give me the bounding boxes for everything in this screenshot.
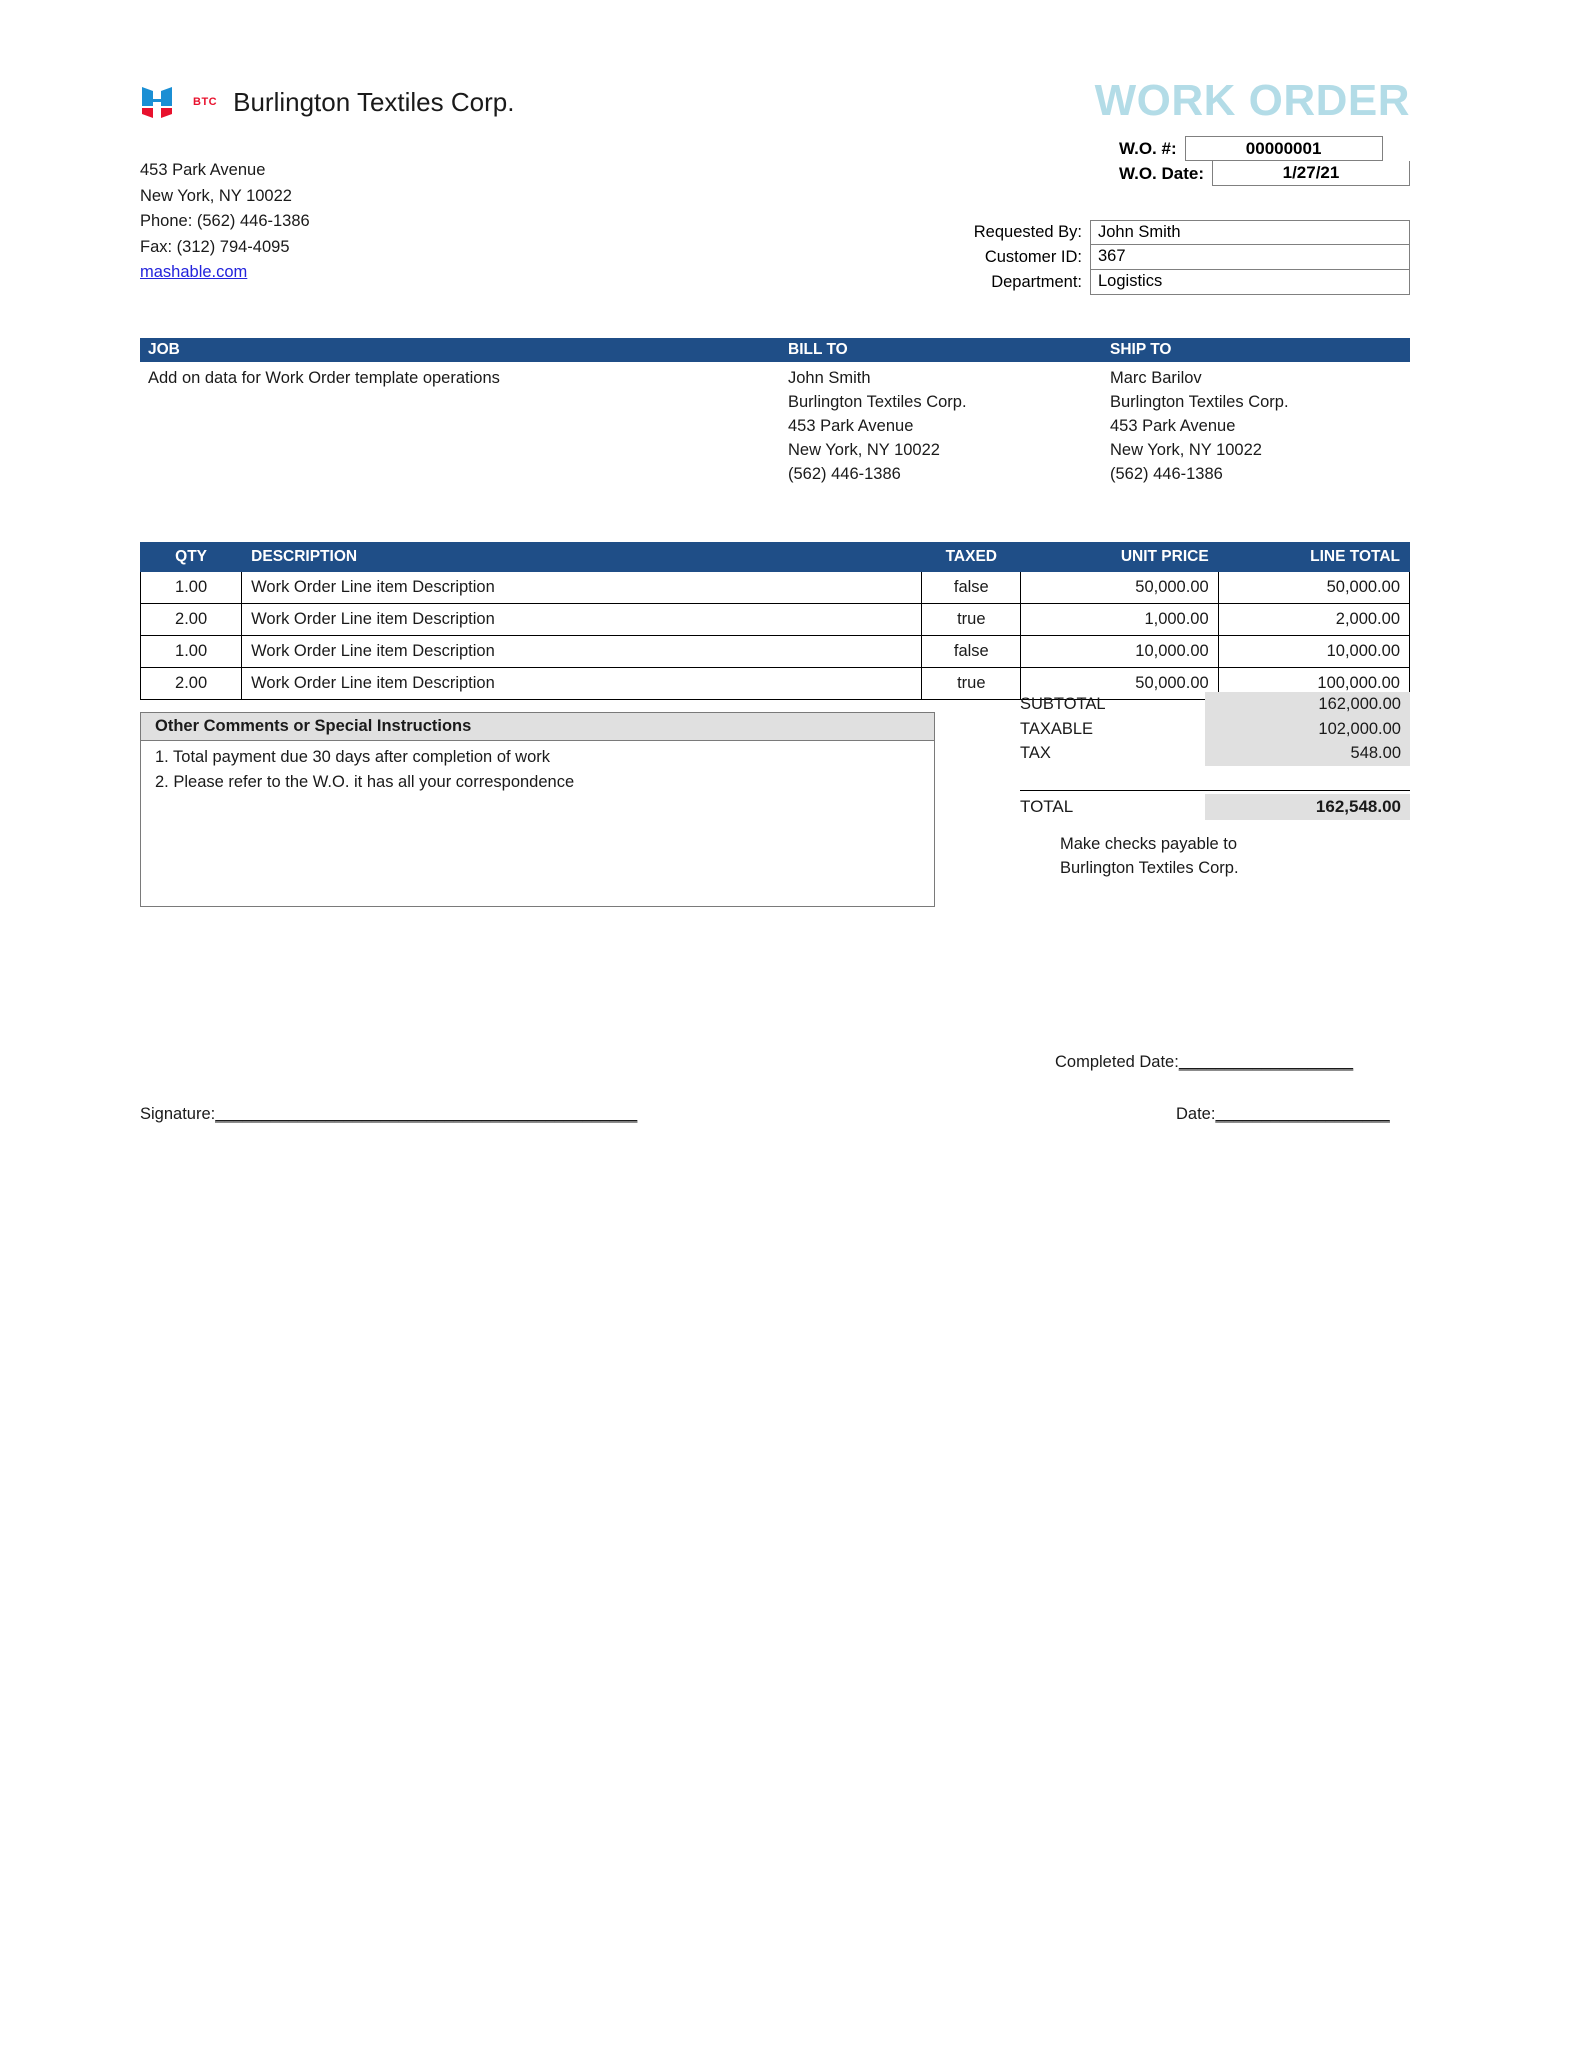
ship-to-column-header: SHIP TO <box>1110 341 1172 358</box>
comments-title: Other Comments or Special Instructions <box>141 713 934 741</box>
cell-line-total: 50,000.00 <box>1218 572 1409 604</box>
department-row <box>922 270 1410 295</box>
table-row <box>141 604 1410 636</box>
customer-id-label: Customer ID: <box>984 248 1082 266</box>
cell-taxed: true <box>922 604 1021 636</box>
wo-number-row <box>1119 136 1410 161</box>
comment-item-1: 1. Total payment due 30 days after completion of work <box>155 748 551 766</box>
cell-description: Work Order Line item Description <box>242 668 922 700</box>
comments-box <box>140 712 935 907</box>
cell-qty: 2.00 <box>141 668 242 700</box>
ship-to-line3: 453 Park Avenue <box>1110 417 1236 435</box>
bill-to-address <box>780 366 1102 486</box>
job-column-header: JOB <box>148 341 180 358</box>
cell-unit-price: 50,000.00 <box>1021 668 1218 700</box>
requested-by-label: Requested By: <box>973 223 1082 241</box>
bill-to-line5: (562) 446-1386 <box>788 465 901 483</box>
completed-date-rule[interactable]: ___________________ <box>1178 1053 1354 1071</box>
cell-taxed: false <box>922 636 1021 668</box>
cell-line-total: 100,000.00 <box>1218 668 1409 700</box>
job-bill-ship-headers <box>140 338 1410 362</box>
job-bill-ship-section <box>140 338 1410 486</box>
header-taxed: TAXED <box>922 543 1021 572</box>
requested-by-value[interactable]: John Smith <box>1090 220 1410 245</box>
bill-to-line4: New York, NY 10022 <box>788 441 940 459</box>
work-order-id-fields <box>1119 136 1410 186</box>
btc-logo-icon <box>140 82 174 122</box>
ship-to-line5: (562) 446-1386 <box>1110 465 1223 483</box>
completed-date-label: Completed Date: <box>1055 1053 1179 1071</box>
bill-to-line1: John Smith <box>788 369 871 387</box>
header-qty: QTY <box>141 543 242 572</box>
signature-label: Signature: <box>140 1105 216 1123</box>
subtotal-label: SUBTOTAL <box>1020 695 1106 713</box>
company-phone: Phone: (562) 446-1386 <box>140 212 310 230</box>
company-name: Burlington Textiles Corp. <box>233 86 515 117</box>
cell-taxed: true <box>922 668 1021 700</box>
date-rule[interactable]: ___________________ <box>1215 1105 1390 1123</box>
cell-qty: 1.00 <box>141 572 242 604</box>
taxable-row <box>1020 717 1410 742</box>
cell-line-total: 10,000.00 <box>1218 636 1409 668</box>
company-website-link[interactable]: mashable.com <box>140 263 248 281</box>
wo-number-value[interactable]: 00000001 <box>1185 136 1383 161</box>
checks-line-1: Make checks payable to <box>1060 835 1238 853</box>
header-unit-price: UNIT PRICE <box>1021 543 1218 572</box>
department-value[interactable]: Logistics <box>1090 270 1410 295</box>
ship-to-line4: New York, NY 10022 <box>1110 441 1262 459</box>
wo-date-row <box>1119 161 1410 186</box>
totals-spacer <box>1020 766 1410 790</box>
job-bill-ship-body <box>140 362 1410 486</box>
cell-qty: 1.00 <box>141 636 242 668</box>
cell-unit-price: 1,000.00 <box>1021 604 1218 636</box>
cell-unit-price: 50,000.00 <box>1021 572 1218 604</box>
job-description: Add on data for Work Order template operations <box>148 369 500 387</box>
make-checks-payable-note <box>1060 832 1239 880</box>
header-description: DESCRIPTION <box>242 543 922 572</box>
totals-section <box>1020 692 1410 821</box>
company-address-line2: New York, NY 10022 <box>140 186 292 205</box>
cell-unit-price: 10,000.00 <box>1021 636 1218 668</box>
department-label: Department: <box>991 273 1082 291</box>
header-line-total: LINE TOTAL <box>1218 543 1409 572</box>
completed-date-field <box>1055 1053 1353 1072</box>
cell-description: Work Order Line item Description <box>242 572 922 604</box>
company-fax: Fax: (312) 794-4095 <box>140 237 290 256</box>
subtotal-row <box>1020 692 1410 717</box>
total-label: TOTAL <box>1020 796 1074 816</box>
wo-number-label: W.O. #: <box>1118 139 1177 158</box>
tax-value: 548.00 <box>1205 741 1410 766</box>
bill-to-column-header: BILL TO <box>788 341 848 358</box>
subtotal-value: 162,000.00 <box>1205 692 1410 717</box>
document-header <box>140 76 1410 291</box>
total-row <box>1020 790 1410 821</box>
total-value: 162,548.00 <box>1205 794 1410 820</box>
cell-taxed: false <box>922 572 1021 604</box>
requester-fields <box>922 220 1410 295</box>
wo-date-label: W.O. Date: <box>1118 164 1204 183</box>
cell-description: Work Order Line item Description <box>242 604 922 636</box>
customer-id-row <box>922 245 1410 270</box>
date-label: Date: <box>1176 1105 1216 1123</box>
company-contact-block <box>140 158 310 286</box>
cell-qty: 2.00 <box>141 604 242 636</box>
tax-row <box>1020 741 1410 766</box>
bill-to-line3: 453 Park Avenue <box>788 417 914 435</box>
customer-id-value[interactable]: 367 <box>1090 245 1410 270</box>
date-field <box>1176 1105 1390 1124</box>
checks-line-2: Burlington Textiles Corp. <box>1060 859 1239 877</box>
cell-line-total: 2,000.00 <box>1218 604 1409 636</box>
ship-to-address <box>1102 366 1410 486</box>
page-title: WORK ORDER <box>1094 76 1410 125</box>
bill-to-line2: Burlington Textiles Corp. <box>788 393 967 411</box>
ship-to-line2: Burlington Textiles Corp. <box>1110 393 1289 411</box>
wo-date-value[interactable]: 1/27/21 <box>1212 161 1410 186</box>
line-items-table <box>140 542 1410 700</box>
company-address-line1: 453 Park Avenue <box>140 161 266 179</box>
line-items-header-row <box>141 543 1410 572</box>
table-row <box>141 572 1410 604</box>
taxable-label: TAXABLE <box>1020 719 1094 738</box>
tax-label: TAX <box>1020 744 1051 762</box>
logo-abbreviation: BTC <box>193 96 218 108</box>
table-row <box>141 636 1410 668</box>
signature-rule[interactable]: ______________________________________________ <box>215 1105 638 1123</box>
taxable-value: 102,000.00 <box>1205 717 1410 742</box>
requested-by-row <box>922 220 1410 245</box>
ship-to-line1: Marc Barilov <box>1110 369 1202 387</box>
comment-item-2: 2. Please refer to the W.O. it has all your correspondence <box>155 773 575 791</box>
comments-list <box>141 741 934 795</box>
cell-description: Work Order Line item Description <box>242 636 922 668</box>
signature-field <box>140 1105 637 1124</box>
